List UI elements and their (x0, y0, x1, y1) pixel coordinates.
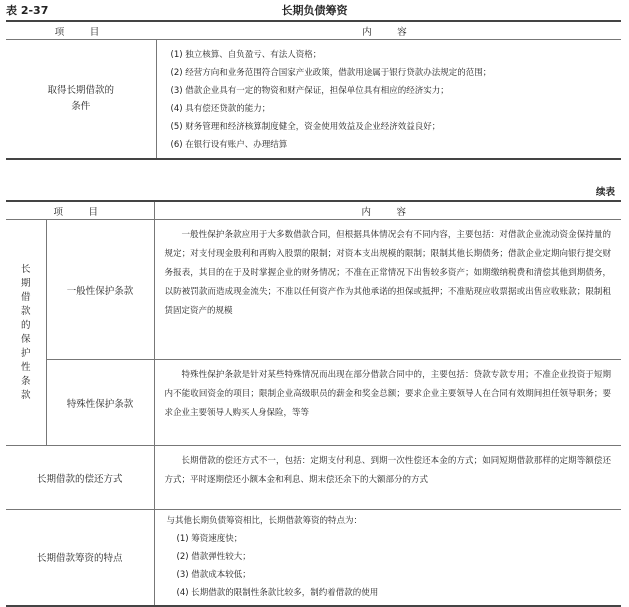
header-item: 项 目 (6, 201, 154, 220)
group-label-char: 性 (20, 361, 31, 373)
header-content: 内 容 (154, 201, 621, 220)
list-item: (6) 在银行设有账户、办理结算 (170, 140, 288, 150)
table-number: 表 2-37 (6, 4, 49, 17)
table-row (6, 510, 621, 606)
table-title: 长期负债筹资 (281, 4, 348, 17)
features-label: 长期借款筹资的特点 (6, 510, 154, 606)
group-label-vertical (6, 220, 46, 446)
repayment-label: 长期借款的偿还方式 (6, 446, 154, 510)
group-label-char: 长 (20, 263, 31, 275)
group-label-char: 的 (20, 319, 31, 331)
general-terms-label: 一般性保护条款 (46, 220, 154, 360)
special-terms-label: 特殊性保护条款 (46, 360, 154, 446)
repayment-text: 长期借款的偿还方式不一，包括：定期支付利息、到期一次性偿还本金的方式；如同短期借款那样的定期等额偿还方式；平时逐期偿还小额本金和利息、期末偿还余下的大额部分的方式 (154, 446, 621, 510)
table-row (6, 40, 621, 160)
header-content: 内 容 (156, 21, 621, 40)
header-item: 项 目 (6, 21, 156, 40)
group-label-char: 借 (20, 291, 31, 303)
list-item: (2) 借款弹性较大； (176, 552, 251, 562)
list-item: (4) 长期借款的限制性条款比较多，制约着借款的使用 (176, 588, 379, 598)
list-item: (5) 财务管理和经济核算制度健全，资金使用效益及企业经济效益良好； (170, 122, 441, 132)
list-item: (3) 借款成本较低； (176, 570, 251, 580)
group-label-char: 期 (20, 277, 31, 289)
protective-terms-table (6, 200, 621, 607)
list-item: (4) 具有偿还贷款的能力； (170, 104, 271, 114)
group-label-char: 款 (20, 305, 31, 317)
list-item: (3) 借款企业具有一定的物资和财产保证，担保单位具有相应的经济实力； (170, 86, 449, 96)
group-label-char: 保 (20, 333, 31, 345)
loan-conditions-table (6, 20, 621, 160)
list-item: (2) 经营方向和业务范围符合国家产业政策，借款用途属于银行贷款办法规定的范围； (170, 68, 492, 78)
row-label-line: 条件 (71, 101, 91, 112)
conditions-list (156, 40, 621, 160)
features-list (154, 510, 621, 606)
group-label-char: 护 (20, 347, 31, 359)
continued-label: 续表 (595, 187, 615, 198)
special-terms-text: 特殊性保护条款是针对某些特殊情况而出现在部分借款合同中的，主要包括：贷款专款专用；不准企业投资于短期内不能收回资金的项目；限制企业高级职员的薪金和奖金总额；要求企业主要领导人在合同有效期间担任领导职务；要求企业主要领导人购买人身保险，等等 (154, 360, 621, 446)
list-item: (1) 筹资速度快； (176, 534, 243, 544)
table-header-row (6, 21, 621, 40)
table-row (6, 360, 621, 446)
list-item: (1) 独立核算、自负盈亏、有法人资格； (170, 50, 322, 60)
group-label-char: 条 (20, 375, 31, 387)
row-label-line: 取得长期借款的 (47, 85, 114, 96)
table-row (6, 220, 621, 360)
row-label (6, 40, 156, 160)
group-label-char: 款 (20, 389, 31, 401)
table-header-row (6, 201, 621, 220)
features-intro: 与其他长期负债筹资相比，长期借款筹资的特点为： (166, 516, 363, 526)
general-terms-text: 一般性保护条款应用于大多数借款合同，但根据具体情况会有不同内容，主要包括：对借款企业流动资金保持量的规定；对支付现金股利和再购入股票的限制；对资本支出规模的限制；限制其他长期债务；借款企业定期向银行提交财务报表，其目的在于及时掌握企业的财务情况；不准在正常情况下出售较多资产；如期缴纳税费和清偿其他到期债务，以防被罚款而造成现金流失；不准以任何资产作为其他承诺的担保或抵押；不准贴现应收票据或出售应收账款；限制租赁固定资产的规模 (154, 220, 621, 360)
table-header (0, 2, 629, 18)
table-row (6, 446, 621, 510)
